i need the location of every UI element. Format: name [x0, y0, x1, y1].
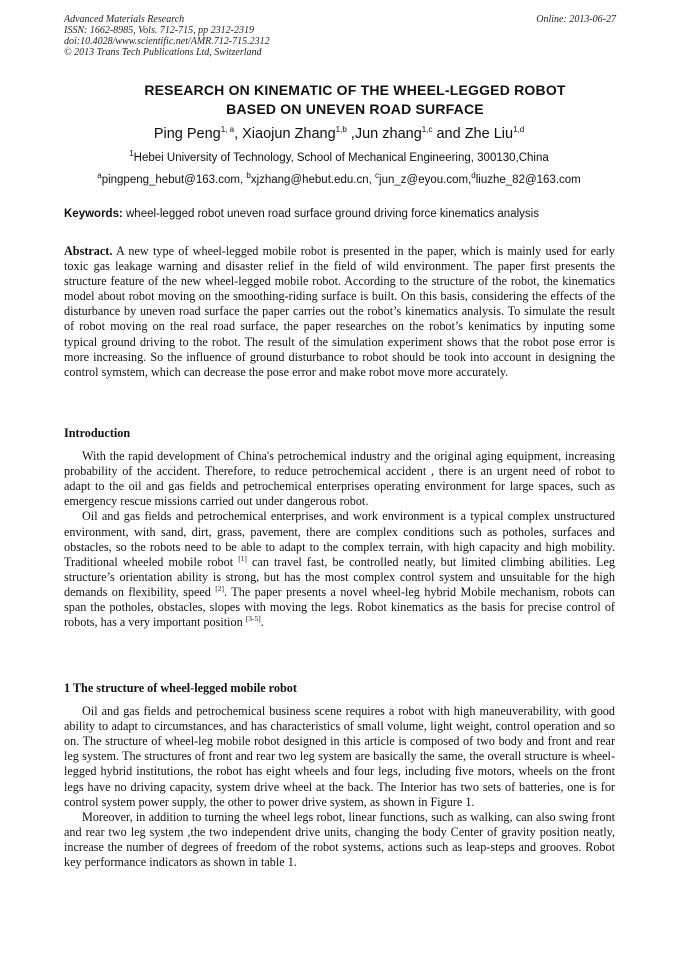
author-list [64, 124, 614, 144]
email-mark: d [471, 171, 476, 181]
author-separator: , [346, 126, 355, 142]
citation-ref[interactable]: [3-5] [245, 614, 261, 624]
email-mark: b [246, 171, 251, 181]
journal-header [64, 14, 616, 58]
affiliation-text: Hebei University of Technology, School of Mechanical Engineering, 300130,China [133, 152, 549, 164]
journal-issn: ISSN: 1662-8985, Vols. 712-715, pp 2312-2319 [64, 25, 254, 36]
author-affil-mark: 1,b [335, 125, 347, 135]
citation-ref[interactable]: [1] [238, 553, 247, 563]
email-mark: a [97, 171, 102, 181]
citation-ref[interactable]: [2] [215, 583, 225, 593]
paragraph-text: . [260, 615, 264, 630]
author-separator: , [234, 126, 243, 142]
affiliation [64, 150, 614, 166]
author-emails [64, 172, 614, 188]
title-line-1: RESEARCH ON KINEMATIC OF THE WHEEL-LEGGED ROBOT [144, 82, 566, 98]
author-name: Zhe Liu [464, 126, 514, 142]
title-line-2: BASED ON UNEVEN ROAD SURFACE [226, 101, 484, 117]
author-separator: and [432, 126, 465, 142]
author-affil-mark: 1, a [220, 125, 235, 135]
section-heading: 1 The structure of wheel-legged mobile robot [64, 681, 297, 695]
author-affil-mark: 1,d [513, 125, 525, 135]
journal-copyright: © 2013 Trans Tech Publications Ltd, Switzerland [64, 47, 262, 58]
paragraph-text: Oil and gas fields and petrochemical enterprises, and work environment is a typical complex unstructured environment, with sand, dirt, grass, pavement, there are complex conditions such as potholes, surfaces and obstacles, so the robots need to be able to adapt to the complex terrain, with high capacity and high mobility. Traditional wheeled mobile robot [64, 509, 615, 569]
paragraph [64, 509, 615, 630]
introduction-section [64, 426, 615, 630]
abstract-text: A new type of wheel-legged mobile robot is presented in the paper, which is mainly used for early toxic gas leakage warning and disaster relief in the field of wild environment. The paper first presents the structure feature of the new wheel-legged mobile robot. According to the structure of the robot, the kinematics model about robot moving on the smoothing-riding surface is built. On this basis, considering the effects of the disturbance by uneven road surface the paper carries out the robot’s kinematics analysis. To simulate the result of robot moving on the real road surface, the paper researches on the robot’s kenimatics by inputing some typical ground driving to the robot. The result of the simulation experiment shows that the robot pose error is more increasing. So the influence of ground disturbance to robot should be took into account in designing the control symstem, which can decrease the pose error and make robot move more accurately. [64, 244, 615, 379]
author-affil-mark: 1,c [421, 125, 433, 135]
email-mark: c [375, 171, 380, 181]
journal-name: Advanced Materials Research [64, 14, 185, 25]
email-link[interactable]: pingpeng_hebut@163.com, [101, 174, 247, 186]
paper-title [100, 81, 610, 119]
affiliation-mark: 1 [129, 149, 134, 159]
paragraph-text: . The paper presents a novel wheel-leg hybrid Mobile mechanism, robots can span the potholes, obstacles, slopes with moving the legs. Robot kinematics as the basis for precise control of robots, has a very important position [64, 584, 615, 630]
author-name: Ping Peng [153, 126, 221, 142]
keywords-label: Keywords: [64, 208, 123, 220]
structure-section [64, 681, 615, 870]
abstract-label: Abstract. [64, 244, 113, 258]
email-link[interactable]: jun_z@eyou.com, [379, 174, 472, 186]
paragraph-text: can travel fast, be controlled neatly, but limited climbing abilities. Leg structure’s orientation ability is strong, but has the most complex control system and unsuitable for the high demands on flexibility, speed [64, 554, 615, 599]
paragraph: With the rapid development of China's petrochemical industry and the original aging equipment, increasing probability of the accident. Therefore, to reduce petrochemical accident , there is an urgent need of robot to adapt to the oil and gas fields and petrochemical enterprises operating environment for large spaces, such as emergency rescue missions carried out under dangerous robot. [64, 449, 615, 509]
author-name: Xiaojun Zhang [242, 126, 336, 142]
abstract [64, 244, 615, 380]
online-date: Online: 2013-06-27 [536, 14, 616, 25]
journal-doi: doi:10.4028/www.scientific.net/AMR.712-715.2312 [64, 36, 270, 47]
keywords-text: wheel-legged robot uneven road surface ground driving force kinematics analysis [122, 208, 539, 220]
author-name: Jun zhang [354, 126, 422, 142]
section-heading: Introduction [64, 426, 131, 440]
paragraph: Oil and gas fields and petrochemical business scene requires a robot with high maneuverability, with good ability to adapt to circumstances, and has characteristics of small volume, light weight, control operation and so on. The structure of wheel-leg mobile robot designed in this article is composed of two body and front and rear leg system. The structures of front and rear two leg system are basically the same, the overall structure is wheel-legged hybrid institutions, the robot has eight wheels and four legs, including five motors, wheels on the front legs have no driving capacity, system drive wheel at the back. The Interior has two sets of batteries, one is for control system power supply, the other to power drive system, as shown in Figure 1. [64, 704, 615, 809]
email-link[interactable]: liuzhe_82@163.com [475, 174, 581, 186]
email-link[interactable]: xjzhang@hebut.edu.cn, [250, 174, 376, 186]
paragraph: Moreover, in addition to turning the wheel legs robot, linear functions, such as walking, can also swing front and rear two leg system ,the two independent drive units, changing the body Center of gravity position neatly, increase the number of degrees of freedom of the robot systems, actions such as leap-steps and grooves. Robot key performance indicators as shown in table 1. [64, 809, 615, 870]
keywords [64, 207, 616, 222]
